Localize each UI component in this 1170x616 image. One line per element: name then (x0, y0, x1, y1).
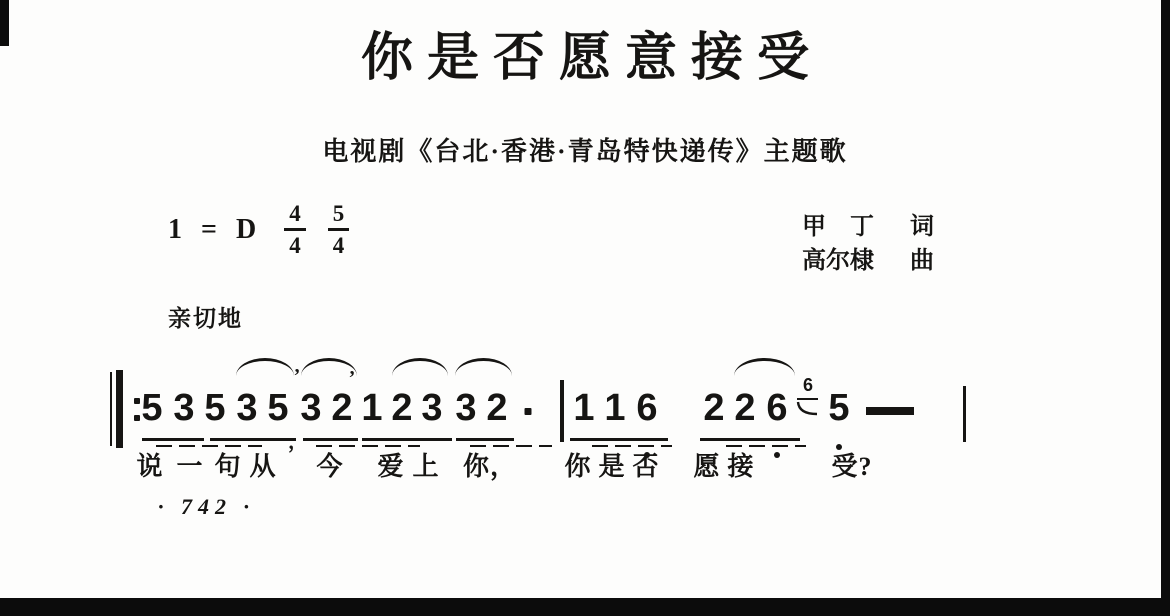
slur-arc (392, 358, 448, 376)
slur-arc (236, 358, 294, 376)
time-signature-1-denominator: 4 (289, 233, 301, 258)
time-signature-2-numerator: 5 (328, 202, 350, 231)
lyric-syllable: 句 (214, 452, 242, 481)
score-note-6: 6 (636, 387, 658, 429)
page-number: · 742 · (158, 494, 255, 519)
lyric-syllable: 一 (176, 452, 204, 481)
lyric-syllable: 说 (136, 452, 164, 481)
breath-mark: ’ (293, 365, 301, 387)
lyric-syllable: 从 (249, 452, 277, 481)
breath-mark: ’ (348, 367, 356, 389)
grace-note-slur (795, 401, 819, 423)
lyric-syllable: 你 (564, 452, 592, 481)
lyricist-name: 甲 丁 (802, 214, 874, 240)
final-barline (963, 386, 966, 442)
low-octave-dot (774, 452, 780, 458)
beam-underline (700, 438, 800, 441)
lyric-syllable: 接 (727, 452, 755, 481)
score-note-2: 2 (703, 387, 725, 429)
lyric-syllable: 你， (462, 452, 518, 481)
score-note-3: 3 (421, 387, 443, 429)
score-note-6: 6 (766, 387, 788, 429)
grace-note-beam (797, 398, 818, 400)
composer-role: 曲 (910, 248, 934, 274)
lyric-syllable: 上 (412, 452, 440, 481)
time-signature-2-denominator: 4 (332, 233, 345, 258)
augmentation-dot (525, 408, 532, 415)
lyric-syllable: 是 (598, 452, 626, 481)
scan-edge-right (1161, 0, 1170, 616)
score-note-2: 2 (391, 387, 413, 429)
beam-secondary (156, 445, 262, 447)
beam-underline (303, 438, 358, 441)
score-note-5: 5 (141, 387, 163, 429)
key-signature: 1 = D (168, 213, 263, 245)
repeat-dot-bottom (134, 415, 140, 421)
score-note-2: 2 (734, 387, 756, 429)
beam-underline (570, 438, 668, 441)
score-note-3: 3 (173, 387, 195, 429)
score-note-1: 1 (604, 387, 626, 429)
repeat-thick-line (116, 370, 123, 448)
lyric-syllable: 愿 (693, 452, 721, 481)
beam-underline (142, 438, 204, 441)
lyric-syllable: 否 (632, 452, 660, 481)
lyric-syllable: 受? (831, 452, 873, 481)
held-note-dash (866, 407, 914, 415)
lyric-syllable: 爱 (377, 452, 405, 481)
scan-edge-bottom (0, 598, 1170, 616)
score-note-5: 5 (204, 387, 226, 429)
repeat-thin-line (110, 372, 112, 446)
score-note-3: 3 (455, 387, 477, 429)
barline (560, 380, 564, 442)
slur-arc (734, 358, 795, 376)
time-signature-1-numerator: 4 (284, 202, 306, 231)
lyricist-role: 词 (910, 214, 934, 240)
slur-arc (455, 358, 512, 376)
tempo-marking: 亲切地 (168, 306, 243, 331)
score-note-3: 3 (236, 387, 258, 429)
score-note-5: 5 (267, 387, 289, 429)
score-note-1: 1 (361, 387, 383, 429)
composer-name: 高尔棣 (802, 248, 874, 274)
beam-underline (210, 438, 296, 441)
lyric-syllable: 今 (316, 452, 344, 481)
song-subtitle: 电视剧《台北·香港·青岛特快递传》主题歌 (322, 137, 848, 166)
score-note-1: 1 (573, 387, 595, 429)
repeat-dot-top (134, 398, 140, 404)
score-note-2: 2 (331, 387, 353, 429)
score-note-2: 2 (486, 387, 508, 429)
breath-mark: ， (288, 431, 308, 453)
song-title: 你是否愿意接受 (360, 30, 823, 87)
score-note-5: 5 (828, 387, 850, 429)
beam-underline (362, 438, 452, 441)
scan-edge-left (0, 0, 9, 46)
grace-note-6: 6 (802, 375, 814, 395)
beam-underline (456, 438, 514, 441)
score-note-3: 3 (300, 387, 322, 429)
